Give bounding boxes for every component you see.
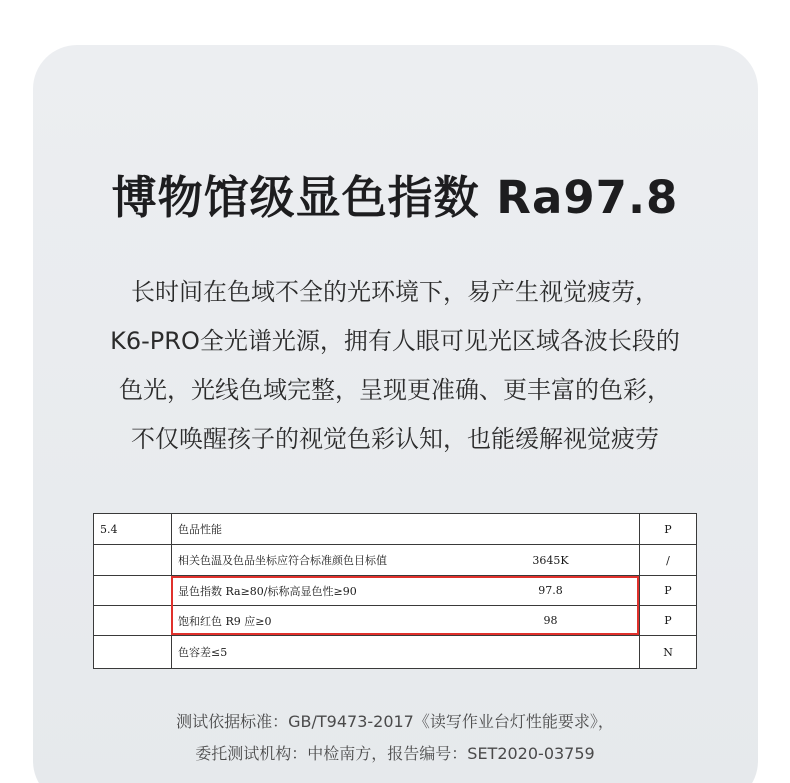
result-cell: N xyxy=(663,645,673,659)
paragraph-line: 不仅唤醒孩子的视觉色彩认知，也能缓解视觉疲劳 xyxy=(131,425,659,453)
value-cell: 3645K xyxy=(462,545,640,575)
item-cell: 色容差≤5 xyxy=(178,646,228,659)
section-number-empty xyxy=(94,636,172,668)
description-paragraph xyxy=(0,268,790,464)
paragraph-line: 长时间在色域不全的光环境下，易产生视觉疲劳， xyxy=(131,278,659,306)
result-cell: P xyxy=(664,522,672,536)
result-cell: P xyxy=(664,614,672,627)
footnote-line: 测试依据标准：GB/T9473-2017《读写作业台灯性能要求》， xyxy=(176,712,614,731)
paragraph-line: 色光，光线色域完整，呈现更准确、更丰富的色彩， xyxy=(119,376,671,404)
section-number-empty xyxy=(94,606,172,635)
page-title: 博物馆级显色指数 Ra97.8 xyxy=(111,171,679,224)
table-row xyxy=(94,514,696,545)
test-report-table xyxy=(93,513,697,669)
result-cell: P xyxy=(664,584,672,597)
section-number-empty xyxy=(94,545,172,575)
item-cell: 色品性能 xyxy=(172,514,640,544)
table-row xyxy=(94,545,696,576)
footnote-line: 委托测试机构：中检南方，报告编号：SET2020-03759 xyxy=(195,744,595,763)
item-cell: 相关色温及色品坐标应符合标准颜色目标值 xyxy=(178,554,387,567)
item-cell: 显色指数 Ra≥80/标称高显色性≥90 xyxy=(178,584,357,598)
table-row xyxy=(94,636,696,668)
result-cell: / xyxy=(666,553,670,567)
section-number-empty xyxy=(94,576,172,605)
item-cell: 饱和红色 R9 应≥0 xyxy=(178,614,272,628)
test-standard-note xyxy=(0,706,790,770)
paragraph-line: K6-PRO全光谱光源，拥有人眼可见光区域各波长段的 xyxy=(110,327,680,355)
value-cell: 97.8 xyxy=(462,576,640,605)
table-row xyxy=(94,606,696,636)
value-cell: 98 xyxy=(462,606,640,635)
section-number: 5.4 xyxy=(94,514,172,544)
table-row xyxy=(94,576,696,606)
value-cell xyxy=(462,636,640,668)
